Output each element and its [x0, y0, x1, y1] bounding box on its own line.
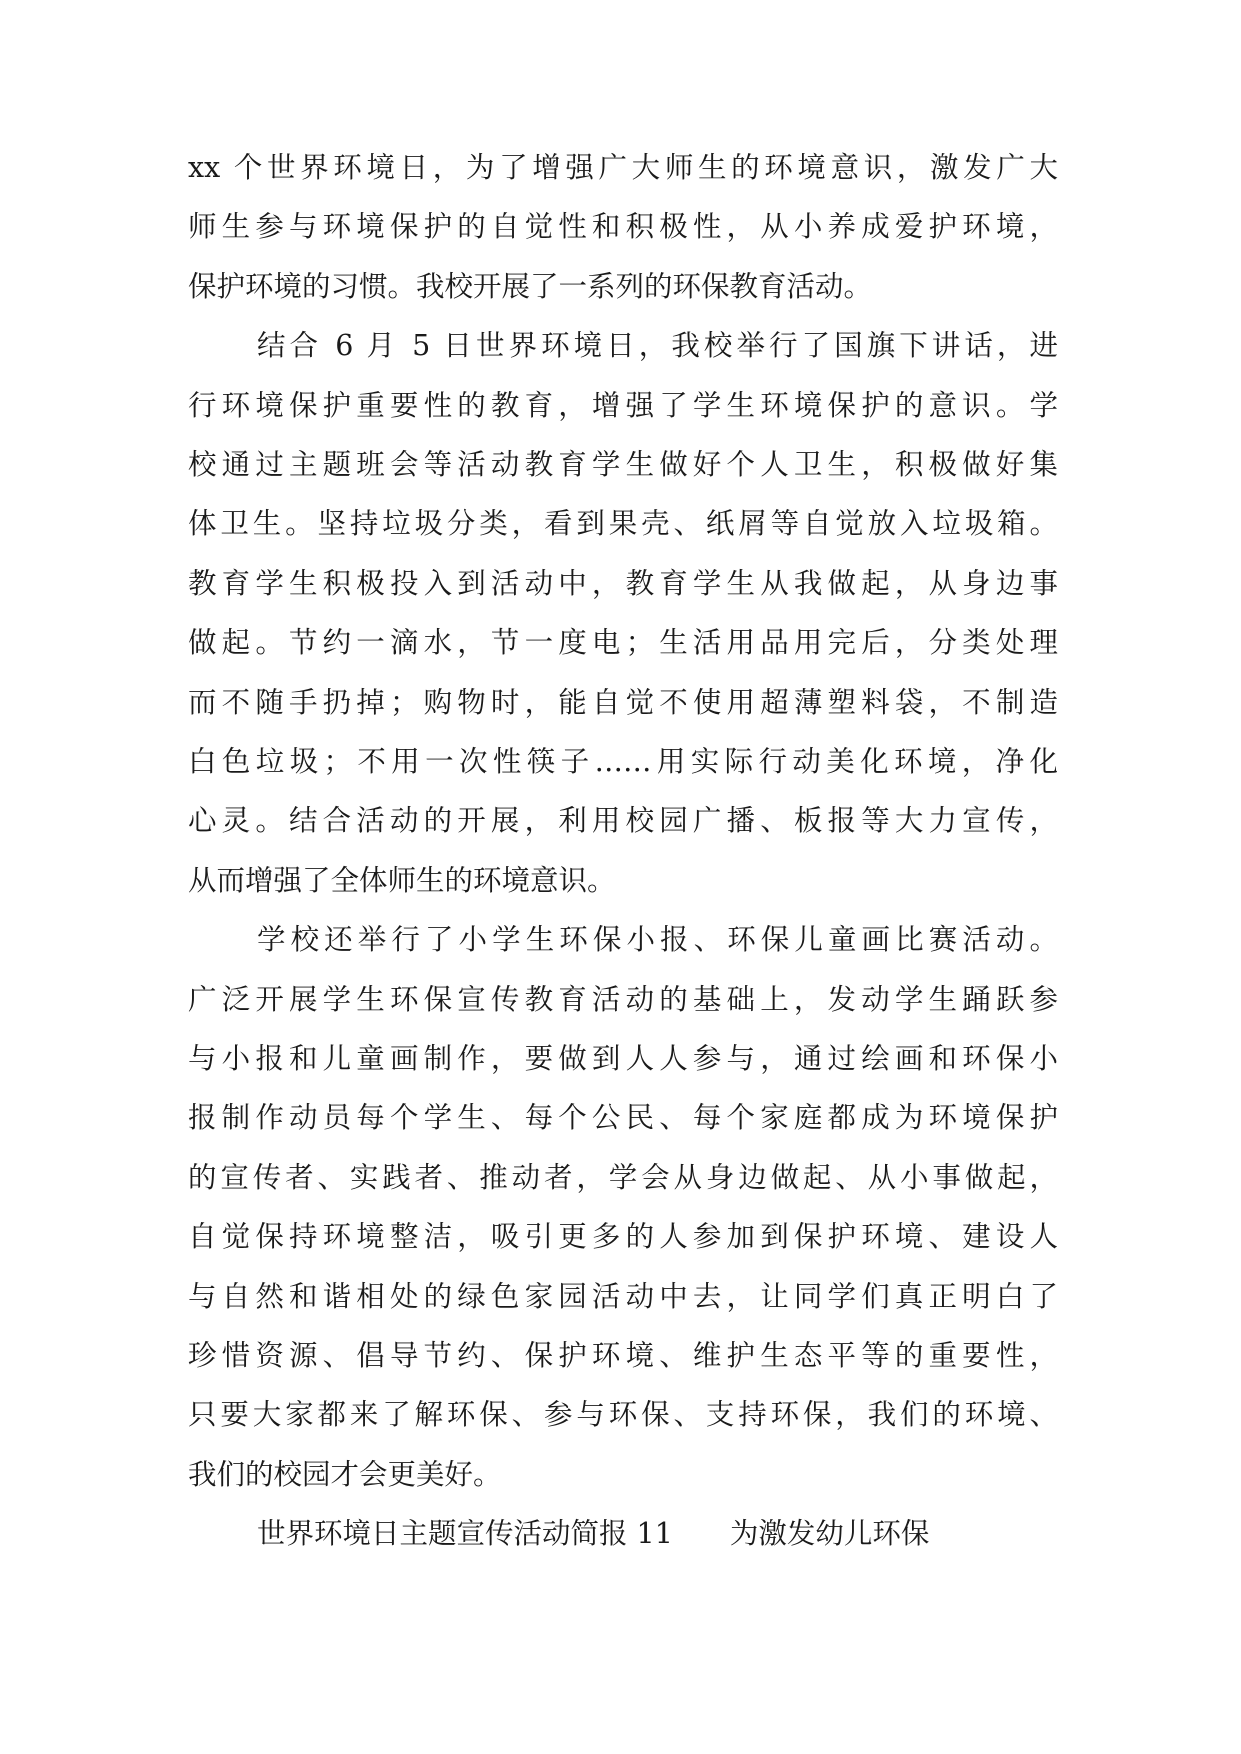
text-line: 我们的校园才会更美好。 — [188, 1458, 502, 1491]
text-line: xx 个世界环境日，为了增强广大师生的环境意识，激发广大 — [188, 151, 1058, 184]
text-line: 师生参与环境保护的自觉性和积极性，从小养成爱护环境， — [188, 210, 1058, 243]
section-heading-line: 世界环境日主题宣传活动简报 11 为激发幼儿环保 — [257, 1517, 930, 1550]
text-line: 而不随手扔掉；购物时，能自觉不使用超薄塑料袋，不制造 — [188, 686, 1058, 719]
text-line: 的宣传者、实践者、推动者，学会从身边做起、从小事做起， — [188, 1161, 1058, 1194]
paragraph-first-line: 学校还举行了小学生环保小报、环保儿童画比赛活动。 — [257, 923, 1058, 956]
text-line: 报制作动员每个学生、每个公民、每个家庭都成为环境保护 — [188, 1101, 1058, 1134]
paragraph-first-line: 结合 6 月 5 日世界环境日，我校举行了国旗下讲话，进 — [257, 329, 1058, 362]
text-line: 体卫生。坚持垃圾分类，看到果壳、纸屑等自觉放入垃圾箱。 — [188, 507, 1058, 540]
text-line: 校通过主题班会等活动教育学生做好个人卫生，积极做好集 — [188, 448, 1058, 481]
text-line: 做起。节约一滴水，节一度电；生活用品用完后，分类处理 — [188, 626, 1058, 659]
text-line: 只要大家都来了解环保、参与环保、支持环保，我们的环境、 — [188, 1398, 1058, 1431]
text-line: 保护环境的习惯。我校开展了一系列的环保教育活动。 — [188, 270, 873, 303]
text-line: 与小报和儿童画制作，要做到人人参与，通过绘画和环保小 — [188, 1042, 1058, 1075]
text-line: 从而增强了全体师生的环境意识。 — [188, 864, 616, 897]
text-line: 珍惜资源、倡导节约、保护环境、维护生态平等的重要性， — [188, 1339, 1058, 1372]
text-line: 广泛开展学生环保宣传教育活动的基础上，发动学生踊跃参 — [188, 983, 1058, 1016]
text-line: 与自然和谐相处的绿色家园活动中去，让同学们真正明白了 — [188, 1280, 1058, 1313]
text-line: 行环境保护重要性的教育，增强了学生环境保护的意识。学 — [188, 389, 1058, 422]
text-line: 自觉保持环境整洁，吸引更多的人参加到保护环境、建设人 — [188, 1220, 1058, 1253]
text-line: 心灵。结合活动的开展，利用校园广播、板报等大力宣传， — [188, 804, 1058, 837]
text-line: 白色垃圾；不用一次性筷子……用实际行动美化环境，净化 — [188, 745, 1058, 778]
text-line: 教育学生积极投入到活动中，教育学生从我做起，从身边事 — [188, 567, 1058, 600]
